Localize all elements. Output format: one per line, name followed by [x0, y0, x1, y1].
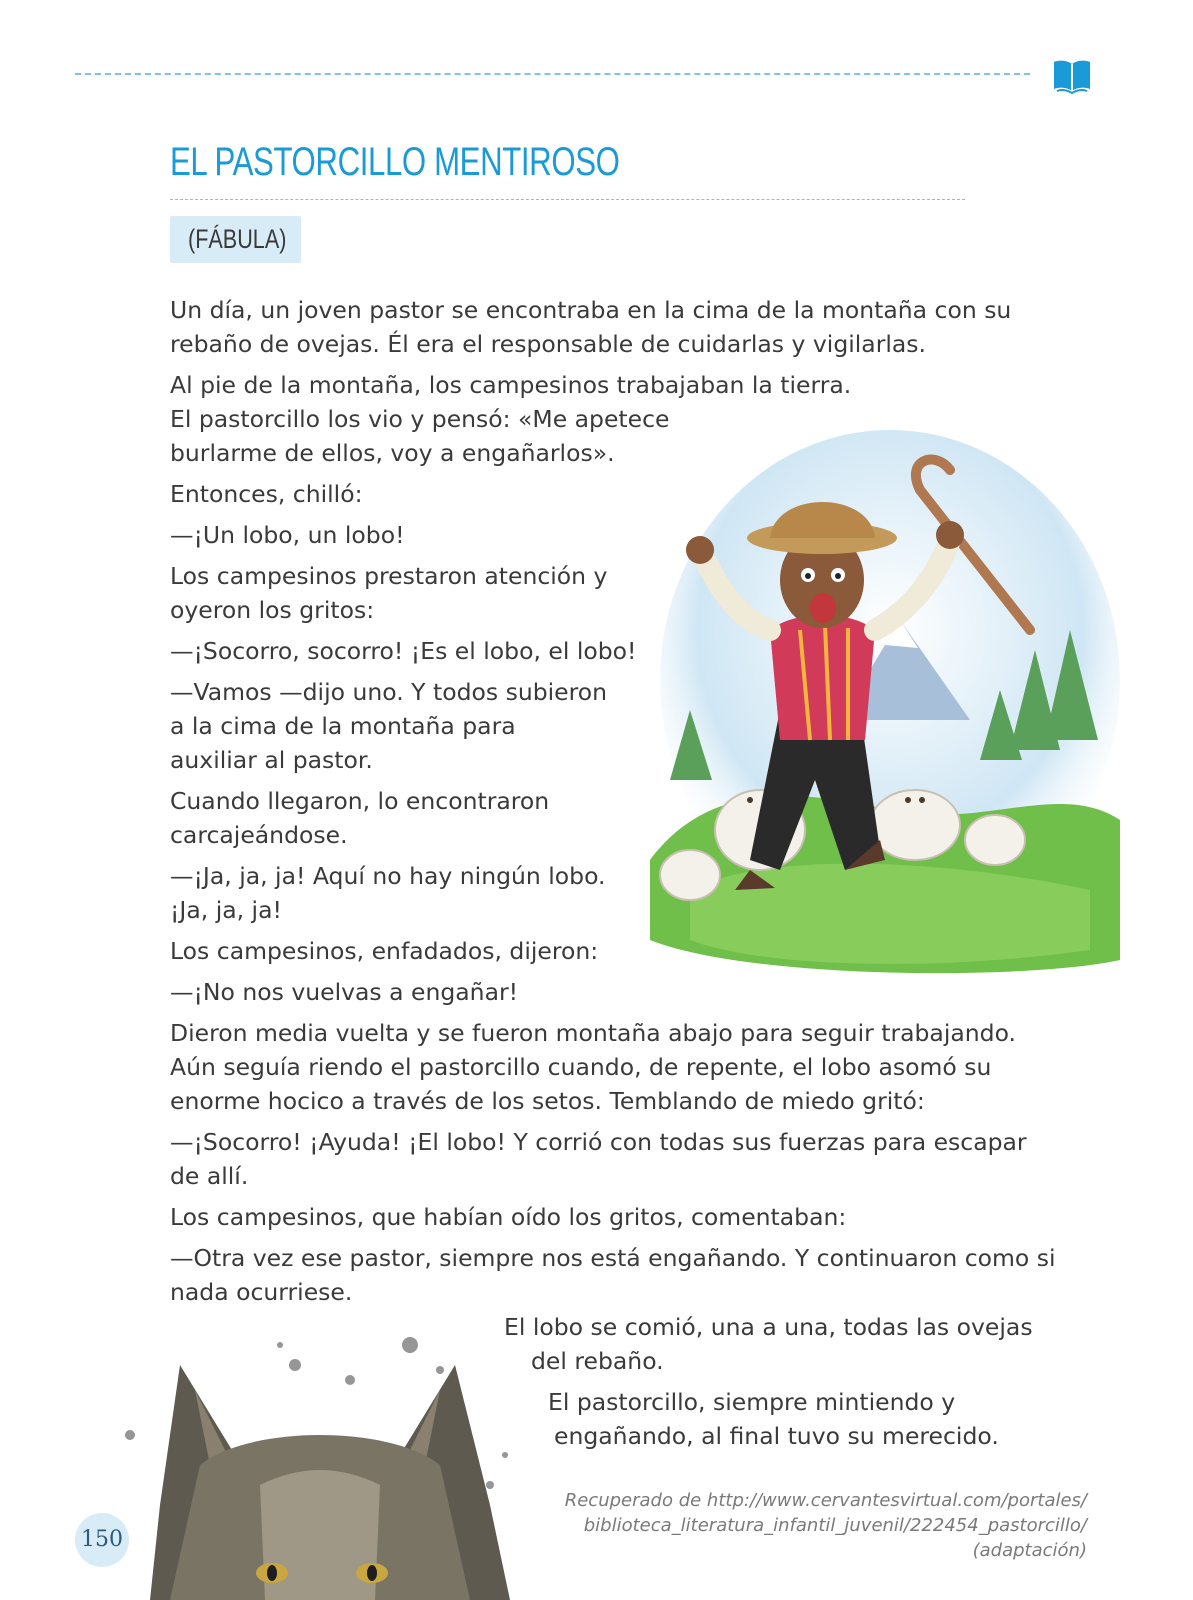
- shepherd-boy-illustration: [650, 420, 1120, 990]
- story-line: burlarme de ellos, voy a engañarlos».: [170, 439, 615, 467]
- story-line: —¡Socorro! ¡Ayuda! ¡El lobo! Y corrió con todas sus fuerzas para escapar: [170, 1128, 1027, 1156]
- story-line: Aún seguía riendo el pastorcillo cuando, de repente, el lobo asomó su: [170, 1053, 992, 1081]
- story-line: carcajeándose.: [170, 821, 348, 849]
- story-line: Los campesinos, enfadados, dijeron:: [170, 937, 599, 965]
- story-line: del rebaño.: [531, 1347, 664, 1375]
- story-line: Entonces, chilló:: [170, 480, 363, 508]
- story-line: ¡Ja, ja, ja!: [170, 896, 282, 924]
- header-dashed-rule: [75, 73, 1030, 75]
- source-citation: [565, 1488, 1087, 1563]
- story-line: —¡Un lobo, un lobo!: [170, 521, 405, 549]
- story-line: —¡No nos vuelvas a engañar!: [170, 978, 519, 1006]
- story-line: Dieron media vuelta y se fueron montaña abajo para seguir trabajando.: [170, 1019, 1016, 1047]
- story-line: El lobo se comió, una a una, todas las ovejas: [504, 1313, 1033, 1341]
- story-line: rebaño de ovejas. Él era el responsable de cuidarlas y vigilarlas.: [170, 330, 927, 358]
- story-line: Un día, un joven pastor se encontraba en la cima de la montaña con su: [170, 296, 1012, 324]
- story-line: Los campesinos prestaron atención y: [170, 562, 608, 590]
- story-line: Cuando llegaron, lo encontraron: [170, 787, 550, 815]
- story-line: enorme hocico a través de los setos. Temblando de miedo gritó:: [170, 1087, 925, 1115]
- genre-label: (FÁBULA): [188, 224, 287, 254]
- story-line: oyeron los gritos:: [170, 596, 375, 624]
- source-line: Recuperado de http://www.cervantesvirtual.com/portales/: [564, 1490, 1087, 1511]
- story-line: a la cima de la montaña para: [170, 712, 516, 740]
- story-line: —¡Socorro, socorro! ¡Es el lobo, el lobo!: [170, 637, 637, 665]
- source-line: biblioteca_literatura_infantil_juvenil/222454_pastorcillo/: [583, 1515, 1087, 1536]
- story-line: —Otra vez ese pastor, siempre nos está engañando. Y continuaron como si: [170, 1244, 1056, 1272]
- story-line: Los campesinos, que habían oído los gritos, comentaban:: [170, 1203, 847, 1231]
- story-line: Al pie de la montaña, los campesinos trabajaban la tierra.: [170, 371, 852, 399]
- story-line: de allí.: [170, 1162, 249, 1190]
- genre-badge: [170, 216, 301, 263]
- story-title: EL PASTORCILLO MENTIROSO: [170, 140, 620, 184]
- open-book-icon: [1052, 58, 1092, 94]
- story-line: El pastorcillo los vio y pensó: «Me apetece: [170, 405, 670, 433]
- page-number: 150: [75, 1513, 129, 1567]
- story-line: —Vamos —dijo uno. Y todos subieron: [170, 678, 608, 706]
- story-line: nada ocurriese.: [170, 1278, 353, 1306]
- title-dashed-rule: [170, 199, 965, 200]
- story-line: engañando, al final tuvo su merecido.: [554, 1422, 999, 1450]
- story-line: auxiliar al pastor.: [170, 746, 373, 774]
- wolf-illustration: [110, 1335, 540, 1600]
- story-line: El pastorcillo, siempre mintiendo y: [548, 1388, 956, 1416]
- story-line: —¡Ja, ja, ja! Aquí no hay ningún lobo.: [170, 862, 606, 890]
- source-line: (adaptación): [972, 1540, 1087, 1561]
